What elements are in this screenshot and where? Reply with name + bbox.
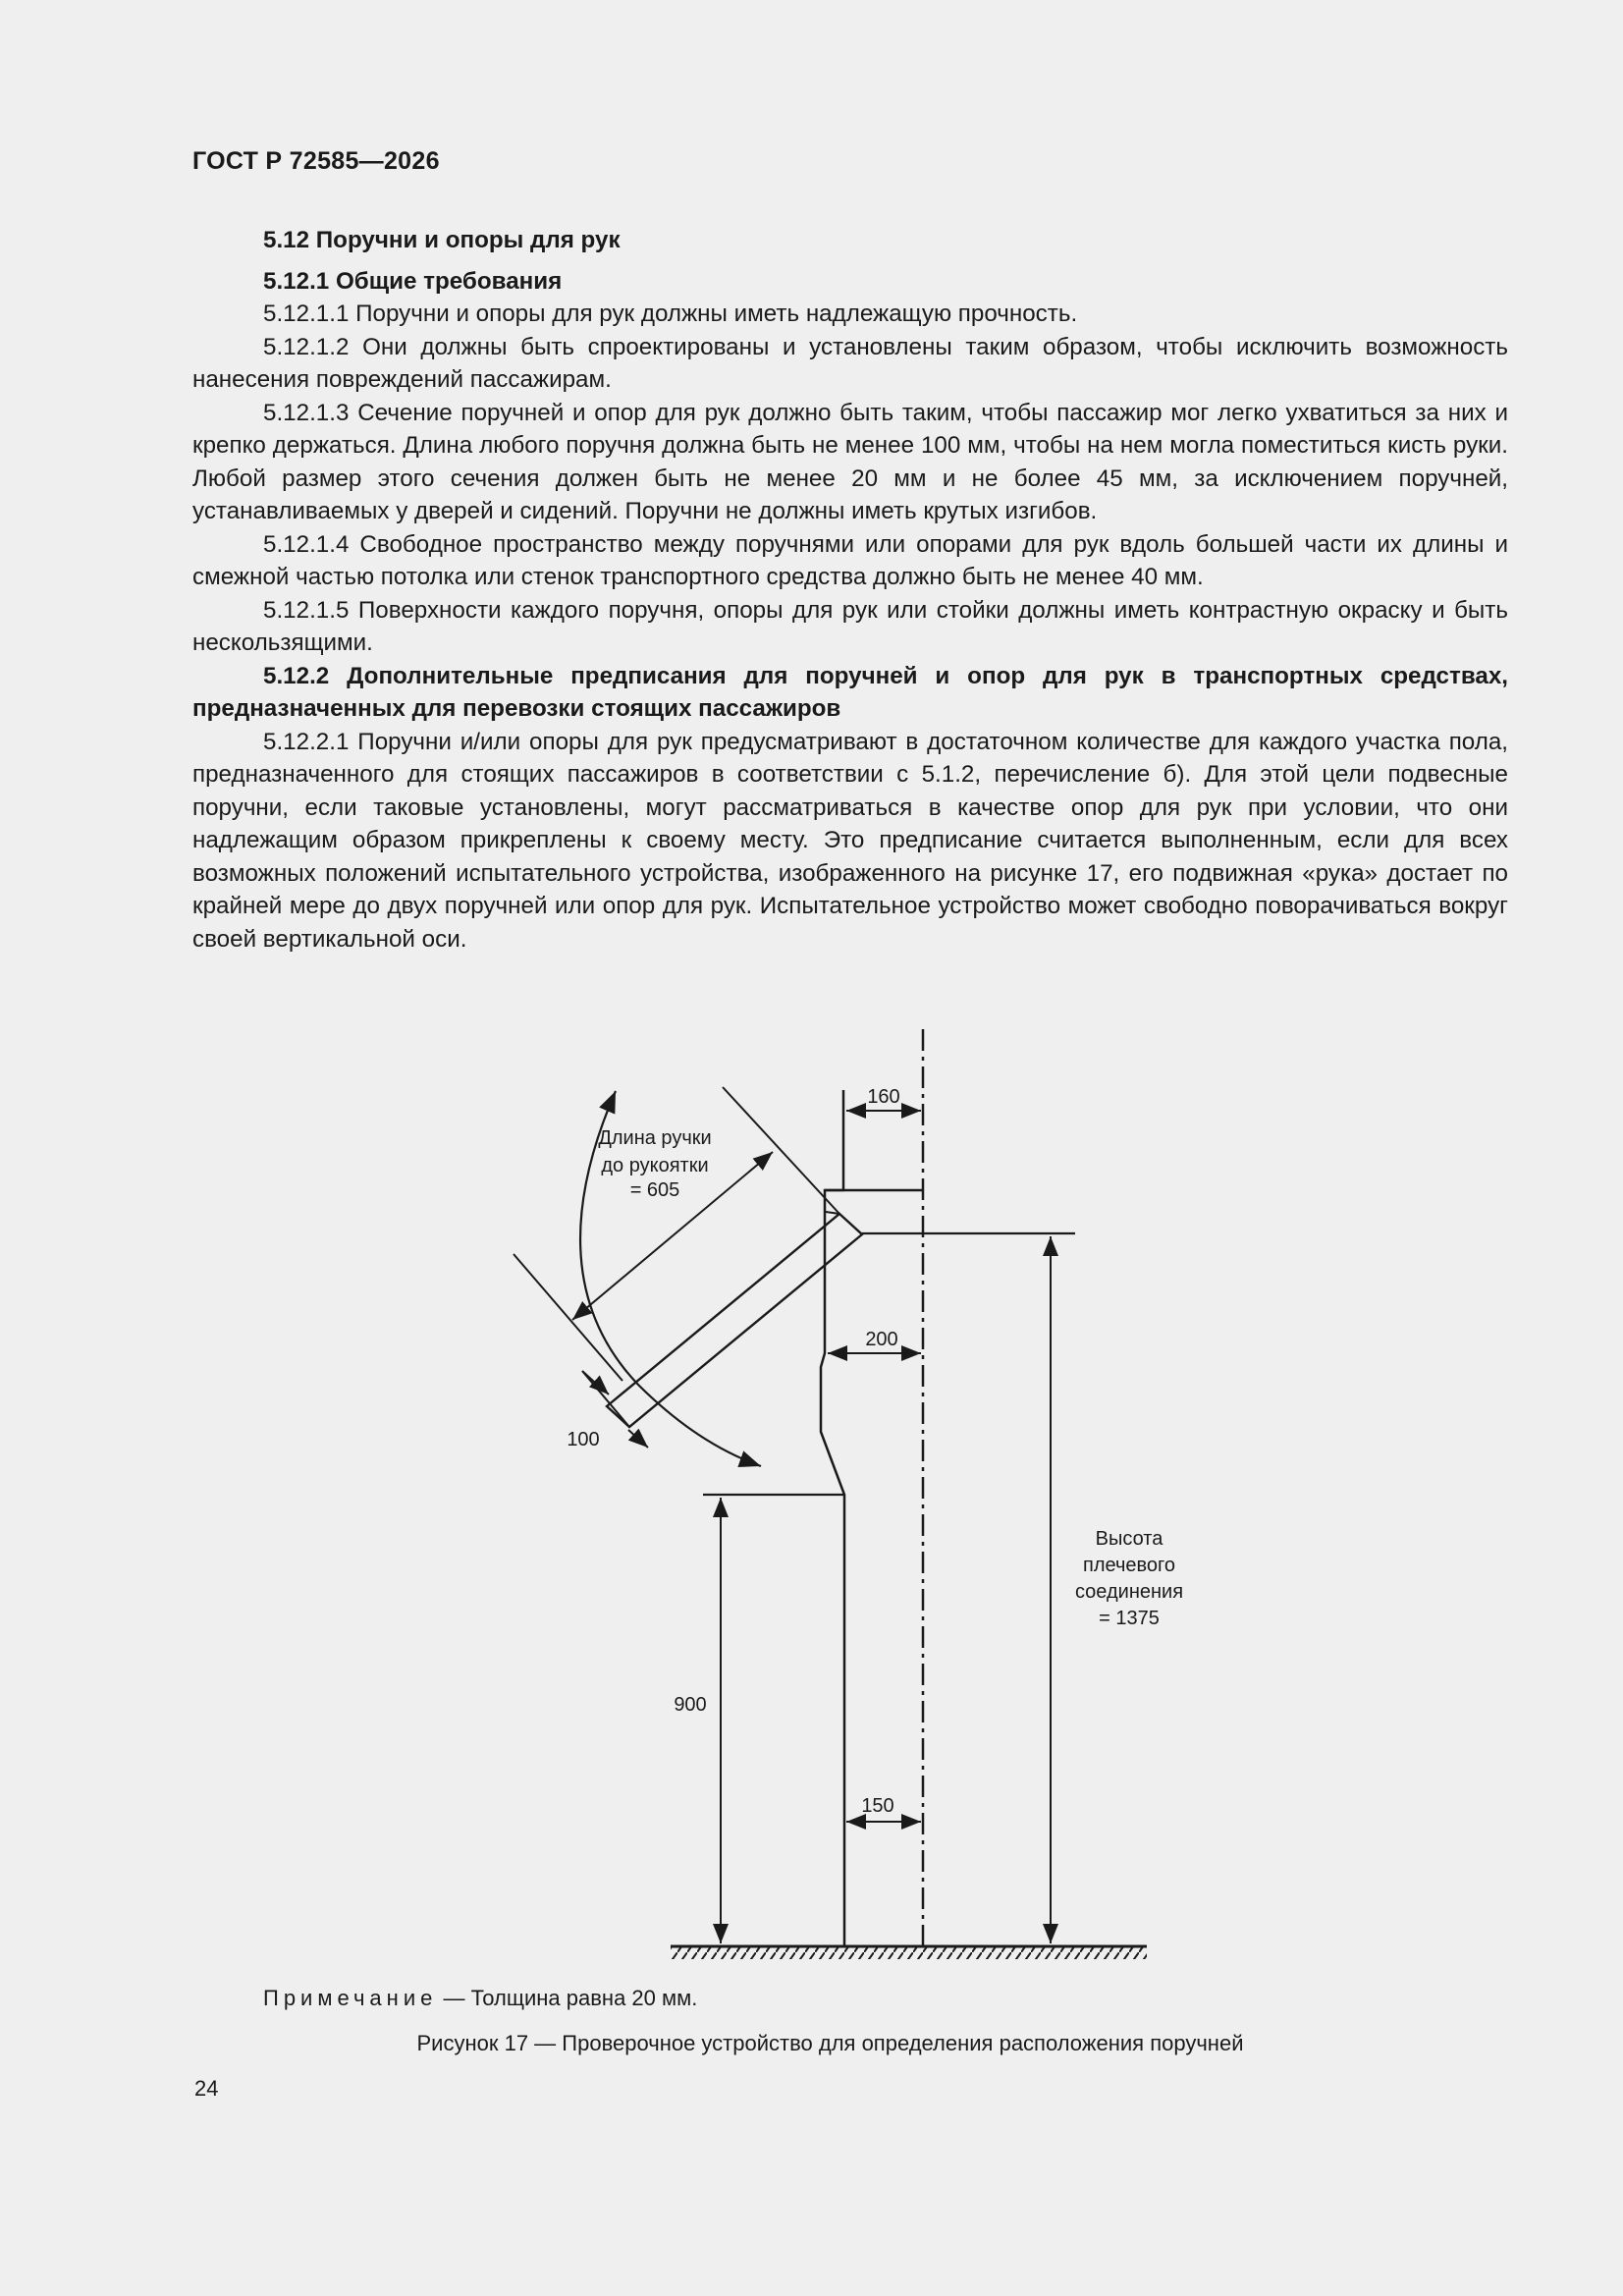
svg-text:плечевого: плечевого — [1082, 1555, 1176, 1576]
section-title: 5.12 Поручни и опоры для рук — [263, 227, 621, 253]
svg-text:= 605: = 605 — [629, 1179, 680, 1201]
svg-text:= 1375: = 1375 — [1099, 1608, 1160, 1629]
paragraph-5-12-2-1: 5.12.2.1 Поручни и/или опоры для рук предусматривают в достаточном количестве для каждого участка пола, предназначенного для стоящих пассажиров в соответствии с 5.1.2, перечисление б). Для этой цели подвесные поручни, если таковые установлены, могут рассматриваться в качестве опор для рук при условии, что они надлежащим образом прикреплены к своему месту. Это предписание считается выполненным, если для всех возможных положений испытательного устройства, изображенного на рисунке 17, его подвижная «рука» достает по крайней мере до двух поручней или опор для рук. Испытательное устройство может свободно поворачиваться вокруг своей вертикальной оси. — [192, 728, 1508, 953]
note-prefix: Примечание — [263, 1986, 438, 2010]
floor-hatch — [671, 1947, 1147, 1959]
subsection-title-standing: 5.12.2 Дополнительные предписания для поручней и опор для рук в транспортных средствах, предназначенных для перевозки стоящих пассажиров — [192, 662, 1508, 722]
paragraph-5-12-1-5: 5.12.1.5 Поверхности каждого поручня, опоры для рук или стойки должны иметь контрастную окраску и быть нескользящими. — [192, 596, 1508, 656]
paragraph-5-12-1-2: 5.12.1.2 Они должны быть спроектированы и установлены таким образом, чтобы исключить возможность нанесения повреждений пассажирам. — [192, 333, 1508, 393]
arm — [607, 1214, 862, 1427]
dim-900: 900 — [674, 1694, 707, 1716]
document-header: ГОСТ Р 72585—2026 — [192, 147, 440, 175]
paragraph-5-12-1-4: 5.12.1.4 Свободное пространство между поручнями или опорами для рук вдоль большей части их длины и смежной частью потолка или стенок транспортного средства должно быть не менее 40 мм. — [192, 530, 1508, 590]
dim-200: 200 — [865, 1329, 898, 1350]
body-text — [192, 224, 1508, 956]
device-body — [821, 1090, 844, 1946]
dim-150: 150 — [861, 1795, 894, 1817]
shoulder-height-label: Высота — [1095, 1528, 1163, 1550]
paragraph-5-12-1-3: 5.12.1.3 Сечение поручней и опор для рук должно быть таким, чтобы пассажир мог легко ухватиться за них и крепко держаться. Длина любого поручня должна быть не менее 100 мм, чтобы на нем могла поместиться кисть руки. Любой размер этого сечения должен быть не менее 20 мм и не более 45 мм, за исключением поручней, устанавливаемых у дверей и сидений. Поручни не должны иметь крутых изгибов. — [192, 399, 1508, 524]
page-number: 24 — [194, 2076, 219, 2101]
figure-note — [263, 1986, 697, 2011]
dim-100: 100 — [567, 1429, 600, 1450]
svg-text:до рукоятки: до рукоятки — [601, 1155, 709, 1176]
paragraph-5-12-1-1: 5.12.1.1 Поручни и опоры для рук должны иметь надлежащую прочность. — [263, 301, 1078, 327]
subsection-title-general: 5.12.1 Общие требования — [263, 267, 563, 295]
dim-160: 160 — [867, 1086, 900, 1108]
svg-text:соединения: соединения — [1074, 1581, 1184, 1603]
figure-caption: Рисунок 17 — Проверочное устройство для определения расположения поручней — [416, 2031, 1244, 2055]
arm-length-label: Длина ручки — [598, 1127, 712, 1149]
note-text: — Толщина равна 20 мм. — [437, 1986, 698, 2010]
